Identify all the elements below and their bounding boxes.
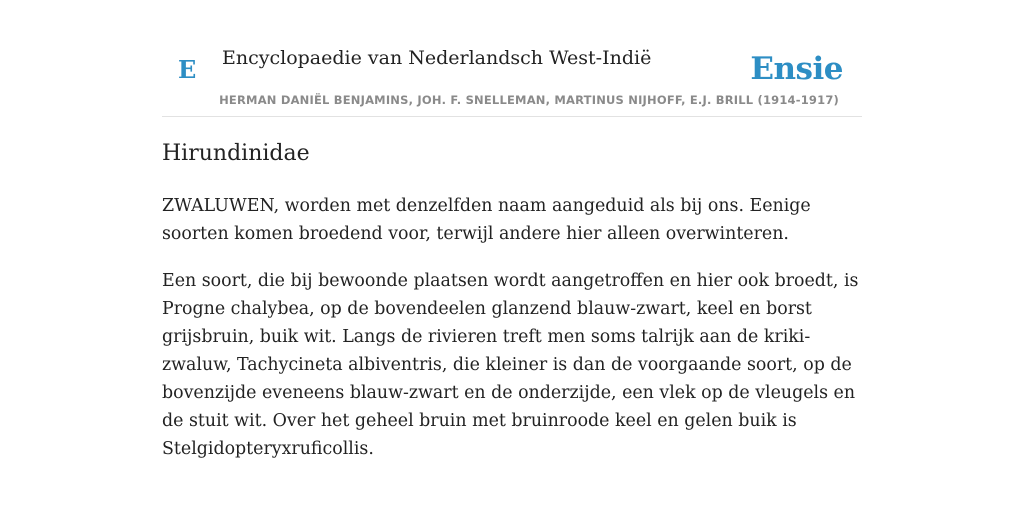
article-paragraph: Een soort, die bij bewoonde plaatsen wordt aangetroffen en hier ook broedt, is Progne chalybea, op de bovendeelen glanzend blauw-zwart, keel en borst grijsbruin, buik wit. Langs de rivieren treft men soms talrijk aan de kriki-zwaluw, Tachycineta albiventris, die kleiner is dan de voorgaande soort, op de bovenzijde eveneens blauw-zwart en de onderzijde, een vlek op de vleugels en de stuit wit. Over het geheel bruin met bruinroode keel en gelen buik is Stelgidopteryxruficollis. <box>162 271 859 459</box>
article-paragraph: ZWALUWEN, worden met denzelfden naam aangeduid als bij ons. Eenige soorten komen broedend voor, terwijl andere hier alleen overwinteren. <box>162 196 811 244</box>
header <box>162 40 862 117</box>
brand-logo[interactable]: Ensie <box>750 51 843 87</box>
logo-icon[interactable]: E <box>178 55 197 84</box>
book-title-link[interactable]: Encyclopaedie van Nederlandsch West-Indië <box>222 47 652 69</box>
publisher-info: HERMAN DANIËL BENJAMINS, JOH. F. SNELLEMAN, MARTINUS NIJHOFF, E.J. BRILL (1914-1917) <box>219 93 839 107</box>
article-body <box>162 192 862 482</box>
article-title: Hirundinidae <box>162 141 310 166</box>
